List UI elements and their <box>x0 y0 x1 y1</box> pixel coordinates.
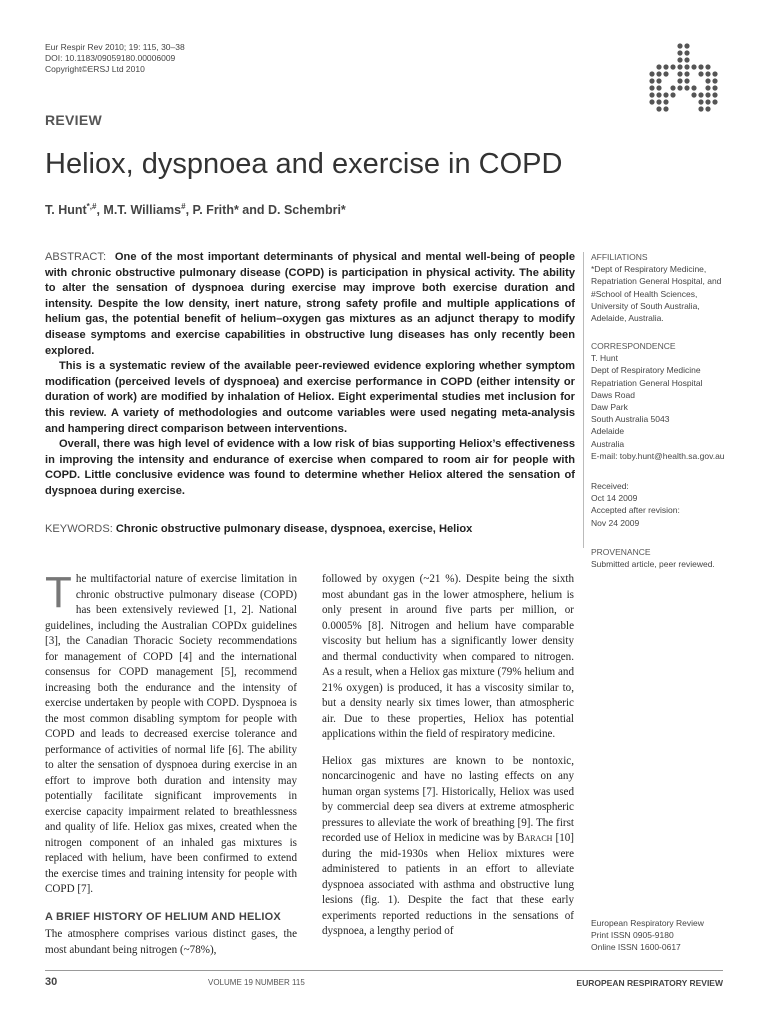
abstract <box>45 250 575 500</box>
doi-line: DOI: 10.1183/09059180.00006009 <box>45 53 176 63</box>
copyright-line: Copyright©ERSJ Ltd 2010 <box>45 64 145 74</box>
affiliations: AFFILIATIONS *Dept of Respiratory Medicine, Repatriation General Hospital, and #School of Health Sciences, University of South Australia, Adelaide, Australia. <box>591 252 722 324</box>
email-link[interactable]: E-mail: toby.hunt@health.sa.gov.au <box>591 450 725 461</box>
body-paragraph: The multifactorial nature of exercise limitation in chronic obstructive pulmonary disease (COPD) has been extensively reviewed [1, 2]. National guidelines, including the Australian COPDx guidelines [3], the Canadian Thoracic Society recommendations for management of COPD [4] and the international consensus for COPD management [5], recommend increasing both the endurance and the intensity of exercise undertaken by people with COPD. Dyspnoea is the most common disabling symptom for people with COPD and leads to decreased exercise tolerance and performance of activities of normal life [6]. The ability to alter the sensation of dyspnoea during exercise in an effort to improve both duration and intensity may potentially facilitate significant improvements in exercise capacity impairment related to breathlessness and quality of life. Heliox gas mixes, created when the nitrogen component of an inhaled gas mixtures is replaced with helium, have been confirmed to extend the exercise times and training intensity for people with COPD [7]. <box>45 568 297 895</box>
abstract-label: ABSTRACT: <box>45 251 107 263</box>
drop-cap: T <box>45 568 72 617</box>
provenance: PROVENANCE Submitted article, peer reviewed. <box>591 547 715 570</box>
received-dates: Received: Oct 14 2009 Accepted after revision: Nov 24 2009 <box>591 481 680 528</box>
journal-name: EUROPEAN RESPIRATORY REVIEW <box>576 978 723 988</box>
keywords-text: Chronic obstructive pulmonary disease, dyspnoea, exercise, Heliox <box>115 523 473 535</box>
body-paragraph: The atmosphere comprises various distinct gases, the most abundant being nitrogen (~78%), <box>45 928 297 956</box>
section-label: REVIEW <box>45 112 103 128</box>
author-list: T. Hunt*,#, M.T. Williams#, P. Frith* and D. Schembri* <box>45 202 346 218</box>
footer-divider <box>45 970 723 971</box>
correspondence: CORRESPONDENCE T. Hunt Dept of Respiratory Medicine Repatriation General Hospital Daws Road Daw Park South Australia 5043 Adelaide Australia E-mail: toby.hunt@health.sa.gov.au <box>591 340 741 462</box>
body-paragraph: Heliox gas mixtures are known to be nontoxic, noncarcinogenic and have no lasting effects on any human organ systems [7]. Historically, Heliox was used by commercial deep sea divers at extreme atmospheric pressures to alleviate the work of breathing [9]. The first recorded use of Heliox in medicine was by Barach [10] during the mid-1930s when Heliox mixtures were administered to patients in an effort to alleviate dyspnoea associated with asthma and obstructive lung lesions (fig. 1). Despite the fact that these early experiments reported reductions in the sensations of dyspnoea, a lengthy period of <box>322 754 574 937</box>
page-number: 30 <box>45 976 58 988</box>
citation-block <box>45 42 185 75</box>
body-column-right <box>322 572 574 940</box>
journal-logo-icon <box>648 42 720 114</box>
abstract-divider <box>583 252 584 548</box>
abstract-paragraph: This is a systematic review of the available peer-reviewed evidence exploring whether symptom modification (perceived levels of dyspnoea) and exercise performance in COPD (either intensity or duration of work) are modified by inhalation of Heliox. Eight experimental studies met inclusion for this review. A variety of methodologies and outcome variables were used negating meta-analysis and hampering direct comparison between interventions. <box>45 360 575 435</box>
body-paragraph: followed by oxygen (~21 %). Despite being the sixth most abundant gas in the lower atmosphere, helium is only present in around five parts per million, or 0.0005% [8]. Nitrogen and helium have comparable viscosity but helium has a significantly lower density and thermal conductivity when compared to nitrogen. As a result, when a Heliox gas mixture (79% helium and 21% oxygen) is produced, it has a viscosity similar to, but a density nearly six times lower, than atmospheric air. Due to these properties, Heliox has potential applications within the field of respiratory medicine. <box>322 573 574 740</box>
body-column-left <box>45 568 297 958</box>
abstract-paragraph: Overall, there was high level of evidence with a low risk of bias supporting Heliox’s effectiveness in improving the intensity and endurance of exercise when compared to room air for people with COPD. Little conclusive evidence was found to determine whether Heliox altered the sensation of dyspnoea during exercise. <box>45 438 575 497</box>
volume-info: VOLUME 19 NUMBER 115 <box>208 978 305 987</box>
keywords-label: KEYWORDS: <box>45 523 113 535</box>
article-title: Heliox, dyspnoea and exercise in COPD <box>45 148 563 180</box>
abstract-paragraph: One of the most important determinants of physical and mental well-being of people with chronic obstructive pulmonary disease (COPD) is participation in physical activity. The ability to alter the sensation of dyspnoea during exercise may improve both exercise duration and intensity. Despite the low density, inert nature, strong safety profile and multiple applications of helium gas, the potential benefit of helium–oxygen gas mixtures as an adjunct therapy to modify disease symptoms and exercise capabilities in obstructive lung diseases has only recently been explored. <box>45 251 575 357</box>
keywords <box>45 523 575 535</box>
section-heading: A BRIEF HISTORY OF HELIUM AND HELIOX <box>45 910 281 923</box>
citation-line: Eur Respir Rev 2010; 19: 115, 30–38 <box>45 42 185 52</box>
issn-block: European Respiratory Review Print ISSN 0905-9180 Online ISSN 1600-0617 <box>591 918 704 953</box>
